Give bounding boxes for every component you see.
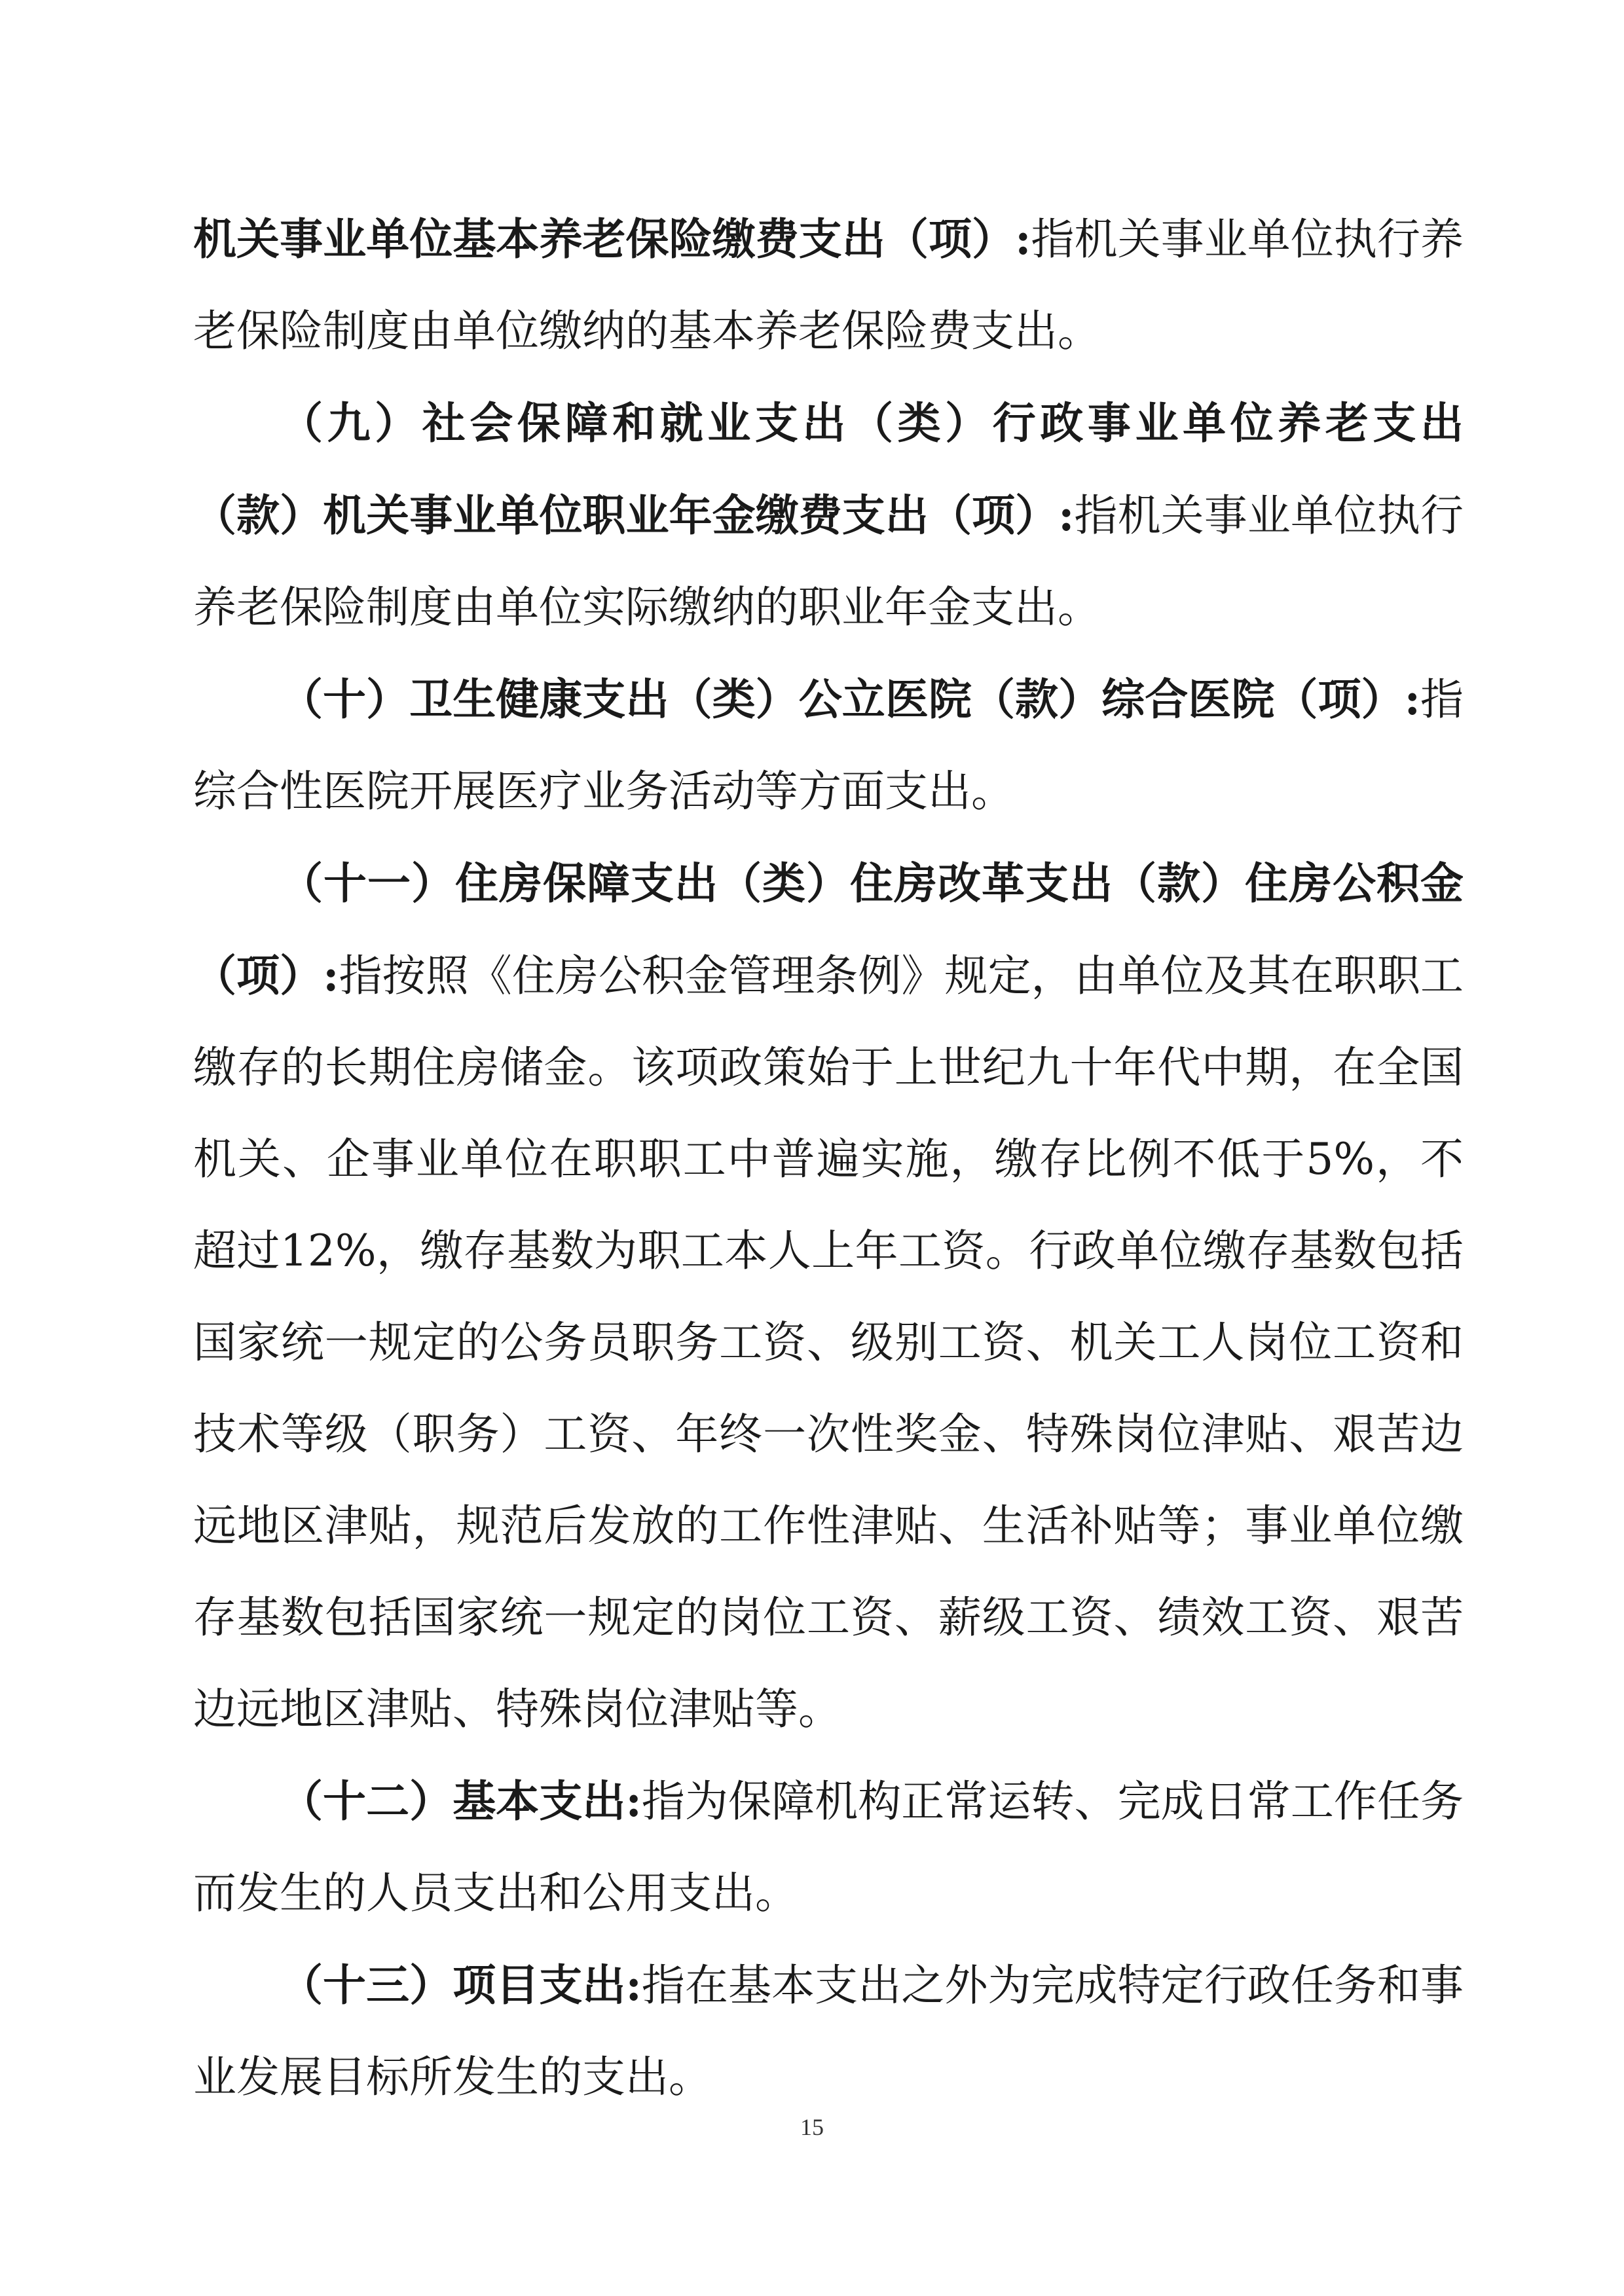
paragraph-text: 指综合性医院开展医疗业务活动等方面支出。 [193,674,1464,816]
paragraph-heading: 机关事业单位基本养老保险缴费支出（项）: [193,213,1031,264]
paragraph-text: 指机关事业单位执行养老保险制度由单位缴纳的基本养老保险费支出。 [193,214,1464,356]
paragraph-text: 指在基本支出之外为完成特定行政任务和事业发展目标所发生的支出。 [193,1960,1464,2102]
paragraph-text: 指为保障机构正常运转、完成日常工作任务而发生的人员支出和公用支出。 [193,1776,1464,1918]
page-number: 15 [800,2114,824,2140]
paragraph-heading: （十一）住房保障支出（类）住房改革支出（款）住房公积金（项）: [193,858,1464,1001]
paragraph-10-general-hospital [193,653,1464,837]
paragraph-heading: （十三）项目支出: [280,1959,642,2011]
paragraph-text: 指按照《住房公积金管理条例》规定，由单位及其在职职工缴存的长期住房储金。该项政策始于上世纪九十年代中期，在全国机关、企事业单位在职职工中普遍实施，缴存比例不低于5%，不超过12%，缴存基数为职工本人上年工资。行政单位缴存基数包括国家统一规定的公务员职务工资、级别工资、机关工人岗位工资和技术等级（职务）工资、年终一次性奖金、特殊岗位津贴、艰苦边远地区津贴，规范后发放的工作性津贴、生活补贴等；事业单位缴存基数包括国家统一规定的岗位工资、薪级工资、绩效工资、艰苦边远地区津贴、特殊岗位津贴等。 [193,951,1464,1734]
paragraph-heading: （九）社会保障和就业支出（类）行政事业单位养老支出（款）机关事业单位职业年金缴费支出（项）: [193,397,1464,541]
paragraph-pension-contribution [193,193,1464,377]
paragraph-9-occupational-annuity [193,377,1464,653]
paragraph-heading: （十二）基本支出: [280,1776,642,1827]
paragraph-text: 指机关事业单位执行养老保险制度由单位实际缴纳的职业年金支出。 [193,490,1464,632]
paragraph-13-project-expenditure [193,1939,1464,2123]
paragraph-12-basic-expenditure [193,1755,1464,1939]
paragraph-heading: （十）卫生健康支出（类）公立医院（款）综合医院（项）: [280,674,1420,725]
document-body [193,193,1464,2123]
paragraph-11-housing-fund [193,837,1464,1755]
